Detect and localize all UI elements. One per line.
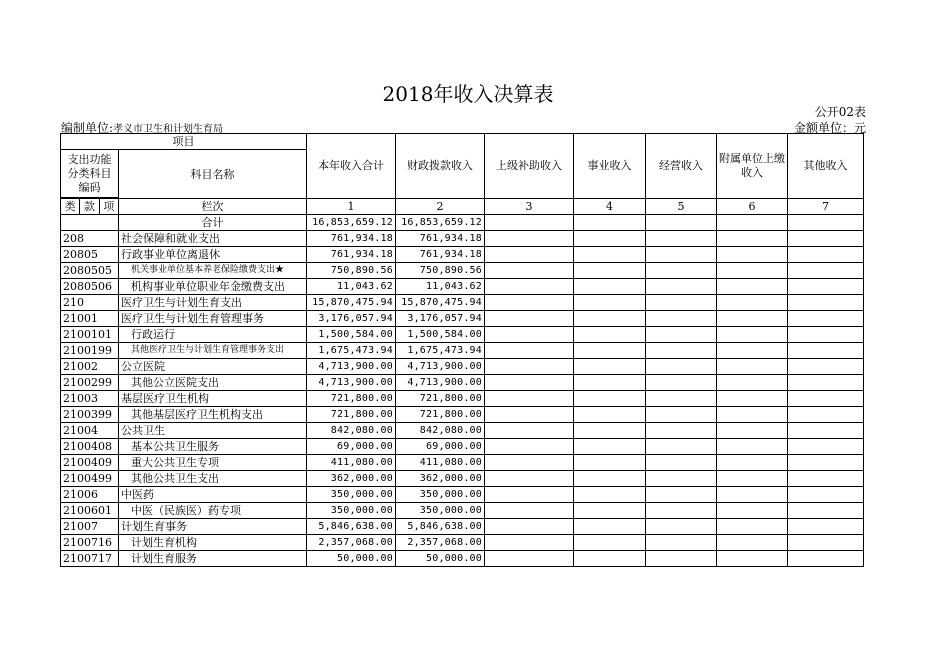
row-c3 — [485, 455, 574, 471]
row-code: 210 — [61, 295, 119, 311]
row-c2: 69,000.00 — [396, 439, 485, 455]
row-c6 — [717, 407, 788, 423]
row-c2: 1,675,473.94 — [396, 343, 485, 359]
table-row — [61, 359, 864, 375]
row-c7 — [788, 279, 864, 295]
row-code: 21006 — [61, 487, 119, 503]
row-c1: 4,713,900.00 — [307, 375, 396, 391]
table-row — [61, 375, 864, 391]
header-subject-name: 科目名称 — [119, 150, 307, 199]
row-subject-name: 计划生育机构 — [119, 535, 307, 551]
row-c2: 721,800.00 — [396, 391, 485, 407]
row-c7 — [788, 375, 864, 391]
row-subject-name: 其他公共卫生支出 — [119, 471, 307, 487]
row-c2: 11,043.62 — [396, 279, 485, 295]
row-c1: 362,000.00 — [307, 471, 396, 487]
row-c3 — [485, 407, 574, 423]
row-subject-name: 机构事业单位职业年金缴费支出 — [119, 279, 307, 295]
row-c5 — [646, 295, 717, 311]
row-c3 — [485, 439, 574, 455]
row-c2: 761,934.18 — [396, 231, 485, 247]
row-subject-name: 其他公立医院支出 — [119, 375, 307, 391]
compiling-unit-label: 编制单位: — [61, 121, 114, 135]
row-c3 — [485, 295, 574, 311]
row-c4 — [574, 311, 646, 327]
row-c6 — [717, 359, 788, 375]
table-row — [61, 263, 864, 279]
header-col-4: 事业收入 — [574, 134, 646, 199]
row-c6 — [717, 327, 788, 343]
row-subject-name: 中医（民族医）药专项 — [119, 503, 307, 519]
row-subject-name: 公立医院 — [119, 359, 307, 375]
table-row — [61, 279, 864, 295]
row-c1: 750,890.56 — [307, 263, 396, 279]
row-subject-name: 其他医疗卫生与计划生育管理事务支出 — [119, 343, 307, 359]
row-c5 — [646, 407, 717, 423]
table-row — [61, 391, 864, 407]
row-c7 — [788, 423, 864, 439]
row-code: 21004 — [61, 423, 119, 439]
total-row — [61, 215, 864, 231]
row-c6 — [717, 247, 788, 263]
row-c5 — [646, 519, 717, 535]
row-c2: 5,846,638.00 — [396, 519, 485, 535]
row-c5 — [646, 231, 717, 247]
row-subject-name: 重大公共卫生专项 — [119, 455, 307, 471]
row-c5 — [646, 311, 717, 327]
table-row — [61, 247, 864, 263]
table-row — [61, 407, 864, 423]
col-num-4: 4 — [574, 199, 646, 215]
header-kuan: 款 — [80, 199, 99, 214]
row-subject-name: 社会保障和就业支出 — [119, 231, 307, 247]
header-project: 项目 — [61, 134, 307, 150]
row-code: 2100409 — [61, 455, 119, 471]
table-row — [61, 231, 864, 247]
row-c4 — [574, 487, 646, 503]
row-c1: 50,000.00 — [307, 551, 396, 567]
row-c6 — [717, 503, 788, 519]
row-c1: 411,080.00 — [307, 455, 396, 471]
table-row — [61, 327, 864, 343]
row-subject-name: 公共卫生 — [119, 423, 307, 439]
row-c4 — [574, 231, 646, 247]
row-c4 — [574, 263, 646, 279]
row-c1: 350,000.00 — [307, 503, 396, 519]
row-c4 — [574, 343, 646, 359]
header-lei: 类 — [61, 199, 80, 214]
row-c4 — [574, 295, 646, 311]
row-code: 2100717 — [61, 551, 119, 567]
row-c4 — [574, 359, 646, 375]
total-c1: 16,853,659.12 — [307, 215, 396, 231]
row-c6 — [717, 519, 788, 535]
row-c5 — [646, 535, 717, 551]
header-col-5: 经营收入 — [646, 134, 717, 199]
table-row — [61, 295, 864, 311]
row-c7 — [788, 407, 864, 423]
col-num-3: 3 — [485, 199, 574, 215]
row-c3 — [485, 519, 574, 535]
row-c3 — [485, 535, 574, 551]
row-subject-name: 机关事业单位基本养老保险缴费支出★ — [119, 263, 307, 279]
col-num-5: 5 — [646, 199, 717, 215]
row-c2: 350,000.00 — [396, 503, 485, 519]
row-c3 — [485, 471, 574, 487]
row-c7 — [788, 327, 864, 343]
col-num-6: 6 — [717, 199, 788, 215]
amount-unit: 金额单位：元 — [793, 121, 866, 135]
page-title: 2018年收入决算表 — [382, 82, 554, 106]
col-num-7: 7 — [788, 199, 864, 215]
row-c7 — [788, 311, 864, 327]
row-c1: 3,176,057.94 — [307, 311, 396, 327]
row-code: 2100499 — [61, 471, 119, 487]
row-c3 — [485, 551, 574, 567]
row-code: 208 — [61, 231, 119, 247]
row-c6 — [717, 375, 788, 391]
row-code: 2080506 — [61, 279, 119, 295]
row-c2: 761,934.18 — [396, 247, 485, 263]
row-code: 2100601 — [61, 503, 119, 519]
header-col-6: 附属单位上缴收入 — [717, 134, 788, 199]
row-subject-name: 计划生育服务 — [119, 551, 307, 567]
row-c4 — [574, 455, 646, 471]
row-c4 — [574, 551, 646, 567]
row-code: 2100716 — [61, 535, 119, 551]
row-subject-name: 其他基层医疗卫生机构支出 — [119, 407, 307, 423]
row-c4 — [574, 279, 646, 295]
row-c6 — [717, 551, 788, 567]
row-c1: 721,800.00 — [307, 391, 396, 407]
row-c7 — [788, 439, 864, 455]
row-c2: 350,000.00 — [396, 487, 485, 503]
row-c5 — [646, 327, 717, 343]
row-c5 — [646, 359, 717, 375]
row-c5 — [646, 423, 717, 439]
row-code: 2100199 — [61, 343, 119, 359]
row-c7 — [788, 263, 864, 279]
row-c3 — [485, 423, 574, 439]
row-c3 — [485, 359, 574, 375]
row-c1: 761,934.18 — [307, 231, 396, 247]
col-num-2: 2 — [396, 199, 485, 215]
row-c2: 50,000.00 — [396, 551, 485, 567]
row-c1: 1,675,473.94 — [307, 343, 396, 359]
row-c6 — [717, 471, 788, 487]
row-code: 2100101 — [61, 327, 119, 343]
row-subject-name: 基本公共卫生服务 — [119, 439, 307, 455]
row-c2: 362,000.00 — [396, 471, 485, 487]
header-col-2: 财政拨款收入 — [396, 134, 485, 199]
row-code: 21001 — [61, 311, 119, 327]
row-c2: 2,357,068.00 — [396, 535, 485, 551]
row-c1: 5,846,638.00 — [307, 519, 396, 535]
row-c1: 4,713,900.00 — [307, 359, 396, 375]
row-c1: 842,080.00 — [307, 423, 396, 439]
table-row — [61, 471, 864, 487]
table-row — [61, 487, 864, 503]
row-c4 — [574, 327, 646, 343]
row-c1: 69,000.00 — [307, 439, 396, 455]
row-c5 — [646, 279, 717, 295]
header-col-7: 其他收入 — [788, 134, 864, 199]
row-c7 — [788, 551, 864, 567]
row-c3 — [485, 263, 574, 279]
row-c3 — [485, 503, 574, 519]
row-c7 — [788, 295, 864, 311]
row-c3 — [485, 327, 574, 343]
table-row — [61, 423, 864, 439]
row-subject-name: 行政事业单位离退休 — [119, 247, 307, 263]
row-c5 — [646, 503, 717, 519]
header-xiang: 项 — [103, 200, 115, 213]
row-c2: 15,870,475.94 — [396, 295, 485, 311]
row-c3 — [485, 247, 574, 263]
row-c3 — [485, 279, 574, 295]
row-c1: 721,800.00 — [307, 407, 396, 423]
row-c4 — [574, 535, 646, 551]
row-c7 — [788, 391, 864, 407]
row-c5 — [646, 375, 717, 391]
table-row — [61, 503, 864, 519]
row-c1: 2,357,068.00 — [307, 535, 396, 551]
row-c7 — [788, 471, 864, 487]
row-c7 — [788, 503, 864, 519]
row-c6 — [717, 311, 788, 327]
header-col-1: 本年收入合计 — [307, 134, 396, 199]
row-subject-name: 中医药 — [119, 487, 307, 503]
form-code: 公开02表 — [814, 105, 866, 119]
row-c4 — [574, 519, 646, 535]
row-c4 — [574, 439, 646, 455]
row-c2: 750,890.56 — [396, 263, 485, 279]
row-c4 — [574, 391, 646, 407]
header-lei-kuan-xiang — [61, 199, 119, 215]
row-c6 — [717, 279, 788, 295]
row-c7 — [788, 231, 864, 247]
row-c1: 761,934.18 — [307, 247, 396, 263]
row-c3 — [485, 487, 574, 503]
row-c4 — [574, 375, 646, 391]
table-row — [61, 455, 864, 471]
row-c4 — [574, 407, 646, 423]
row-c1: 350,000.00 — [307, 487, 396, 503]
row-c5 — [646, 247, 717, 263]
row-c3 — [485, 375, 574, 391]
row-c2: 4,713,900.00 — [396, 359, 485, 375]
row-c4 — [574, 247, 646, 263]
row-c5 — [646, 471, 717, 487]
row-c1: 1,500,584.00 — [307, 327, 396, 343]
row-subject-name: 医疗卫生与计划生育管理事务 — [119, 311, 307, 327]
row-c7 — [788, 343, 864, 359]
row-c7 — [788, 359, 864, 375]
row-c6 — [717, 263, 788, 279]
row-subject-name: 计划生育事务 — [119, 519, 307, 535]
row-c2: 721,800.00 — [396, 407, 485, 423]
row-c6 — [717, 487, 788, 503]
header-col-3: 上级补助收入 — [485, 134, 574, 199]
row-code: 2100408 — [61, 439, 119, 455]
table-row — [61, 439, 864, 455]
row-subject-name: 行政运行 — [119, 327, 307, 343]
row-c4 — [574, 503, 646, 519]
row-c7 — [788, 535, 864, 551]
row-c6 — [717, 231, 788, 247]
row-subject-name: 基层医疗卫生机构 — [119, 391, 307, 407]
total-label: 合计 — [119, 215, 307, 231]
income-table — [60, 133, 864, 567]
row-code: 2100399 — [61, 407, 119, 423]
row-c7 — [788, 519, 864, 535]
row-c2: 411,080.00 — [396, 455, 485, 471]
row-c5 — [646, 455, 717, 471]
row-c6 — [717, 439, 788, 455]
table-row — [61, 535, 864, 551]
total-c2: 16,853,659.12 — [396, 215, 485, 231]
row-c3 — [485, 311, 574, 327]
row-code: 21007 — [61, 519, 119, 535]
row-c2: 3,176,057.94 — [396, 311, 485, 327]
row-code: 2080505 — [61, 263, 119, 279]
row-c3 — [485, 391, 574, 407]
row-c6 — [717, 455, 788, 471]
table-row — [61, 343, 864, 359]
compiling-unit-name: 孝义市卫生和计划生育局 — [113, 124, 224, 135]
row-code: 20805 — [61, 247, 119, 263]
row-code: 21003 — [61, 391, 119, 407]
row-c5 — [646, 391, 717, 407]
row-c4 — [574, 423, 646, 439]
row-c5 — [646, 551, 717, 567]
row-c3 — [485, 231, 574, 247]
row-c5 — [646, 487, 717, 503]
header-column-seq: 栏次 — [119, 199, 307, 215]
row-code: 21002 — [61, 359, 119, 375]
row-subject-name: 医疗卫生与计划生育支出 — [119, 295, 307, 311]
row-c7 — [788, 247, 864, 263]
row-c7 — [788, 487, 864, 503]
row-c2: 1,500,584.00 — [396, 327, 485, 343]
header-code-group: 支出功能分类科目编码 — [61, 150, 119, 198]
col-num-1: 1 — [307, 199, 396, 215]
row-c6 — [717, 535, 788, 551]
row-c3 — [485, 343, 574, 359]
row-c7 — [788, 455, 864, 471]
row-c6 — [717, 295, 788, 311]
row-c1: 15,870,475.94 — [307, 295, 396, 311]
row-c5 — [646, 263, 717, 279]
row-c1: 11,043.62 — [307, 279, 396, 295]
row-c6 — [717, 391, 788, 407]
row-c5 — [646, 439, 717, 455]
row-c6 — [717, 423, 788, 439]
row-c4 — [574, 471, 646, 487]
table-row — [61, 311, 864, 327]
row-code: 2100299 — [61, 375, 119, 391]
row-c2: 842,080.00 — [396, 423, 485, 439]
row-c2: 4,713,900.00 — [396, 375, 485, 391]
table-row — [61, 551, 864, 567]
table-row — [61, 519, 864, 535]
row-c5 — [646, 343, 717, 359]
row-c6 — [717, 343, 788, 359]
